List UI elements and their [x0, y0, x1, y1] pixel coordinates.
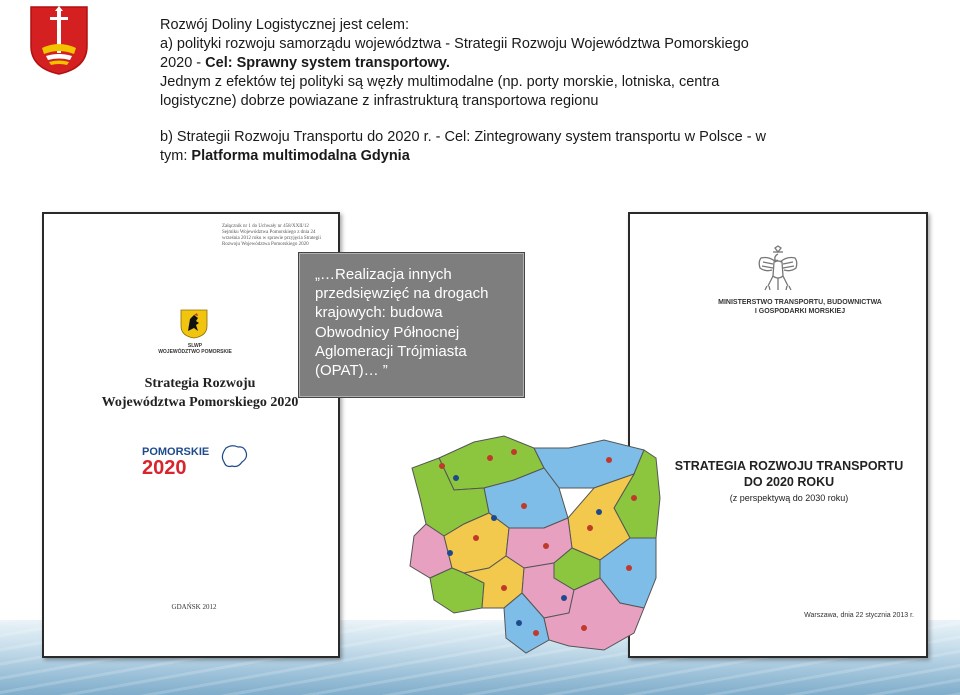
- goal-b-bold: Platforma multimodalna Gdynia: [191, 148, 410, 164]
- effect-line-2: logistyczne) dobrze powiazane z infrastrukturą transportowa regionu: [160, 93, 599, 109]
- resolution-header: Załącznik nr 1 do Uchwały nr 458/XXII/12 Sejmiku Województwa Pomorskiego z dnia 24 września 2012 roku w sprawie przyjęcia Strategii Rozwoju Województwa Pomorskiego 2020: [222, 224, 321, 247]
- goal-a-line: [160, 54, 850, 73]
- right-doc-title-line-2: DO 2020 ROKU: [743, 475, 835, 489]
- right-doc-title-line-1: STRATEGIA ROZWOJU TRANSPORTU: [674, 459, 904, 473]
- point-a-line: a) polityki rozwoju samorządu województwa - Strategii Rozwoju Województwa Pomorskiego: [160, 36, 749, 52]
- goal-b-line: [160, 147, 850, 166]
- intro-line: Rozwój Doliny Logistycznej jest celem:: [160, 17, 410, 33]
- effect-line-1: Jednym z efektów tej polityki są węzły multimodalne (np. porty morskie, lotniska, centra: [160, 74, 720, 90]
- right-doc-title: [654, 458, 924, 506]
- left-doc-footer: GDAŃSK 2012: [171, 603, 217, 611]
- slwp-label: [148, 343, 242, 355]
- ministry-line-1: MINISTERSTWO TRANSPORTU, BUDOWNICTWA: [718, 299, 882, 306]
- transport-strategy-cover: [628, 212, 928, 658]
- goal-a-prefix: 2020 -: [160, 55, 206, 71]
- logo-year: 2020: [142, 457, 187, 476]
- ministry-line-2: I GOSPODARKI MORSKIEJ: [754, 308, 846, 315]
- ministry-name: [700, 298, 900, 316]
- logo-word: POMORSKIE: [142, 446, 210, 458]
- left-doc-title-line-2: Województwa Pomorskiego 2020: [101, 395, 299, 410]
- right-doc-perspective: (z perspektywą do 2030 roku): [729, 493, 849, 503]
- quote-callout-text: „…Realizacja innych przedsięwzięć na drogach krajowych: budowa Obwodnicy Północnej Aglomeracji Trójmiasta (OPAT)… ”: [315, 266, 489, 380]
- point-b-line: b) Strategii Rozwoju Transportu do 2020 r. - Cel: Zintegrowany system transportu w Polsce - w: [160, 129, 767, 145]
- goal-a-bold: Cel: Sprawny system transportowy.: [205, 55, 450, 71]
- right-doc-date: Warszawa, dnia 22 stycznia 2013 r.: [804, 612, 914, 619]
- slwp-line-1: SLWP: [187, 343, 203, 349]
- quote-callout: [298, 252, 525, 398]
- poland-voivodeship-map: [394, 428, 664, 664]
- left-doc-title: [82, 374, 318, 412]
- pomorskie-2020-logo: [140, 442, 250, 476]
- left-doc-title-line-1: Strategia Rozwoju: [144, 376, 256, 391]
- main-text: [160, 16, 850, 166]
- gdynia-coat-of-arms-icon: [28, 4, 90, 76]
- strategy-pomorskie-cover: [42, 212, 340, 658]
- goal-b-prefix: tym:: [160, 148, 192, 164]
- pomorskie-griffin-emblem-icon: [180, 309, 208, 339]
- polish-eagle-icon: [755, 244, 801, 292]
- slwp-line-2: WOJEWÓDZTWO POMORSKIE: [158, 349, 232, 355]
